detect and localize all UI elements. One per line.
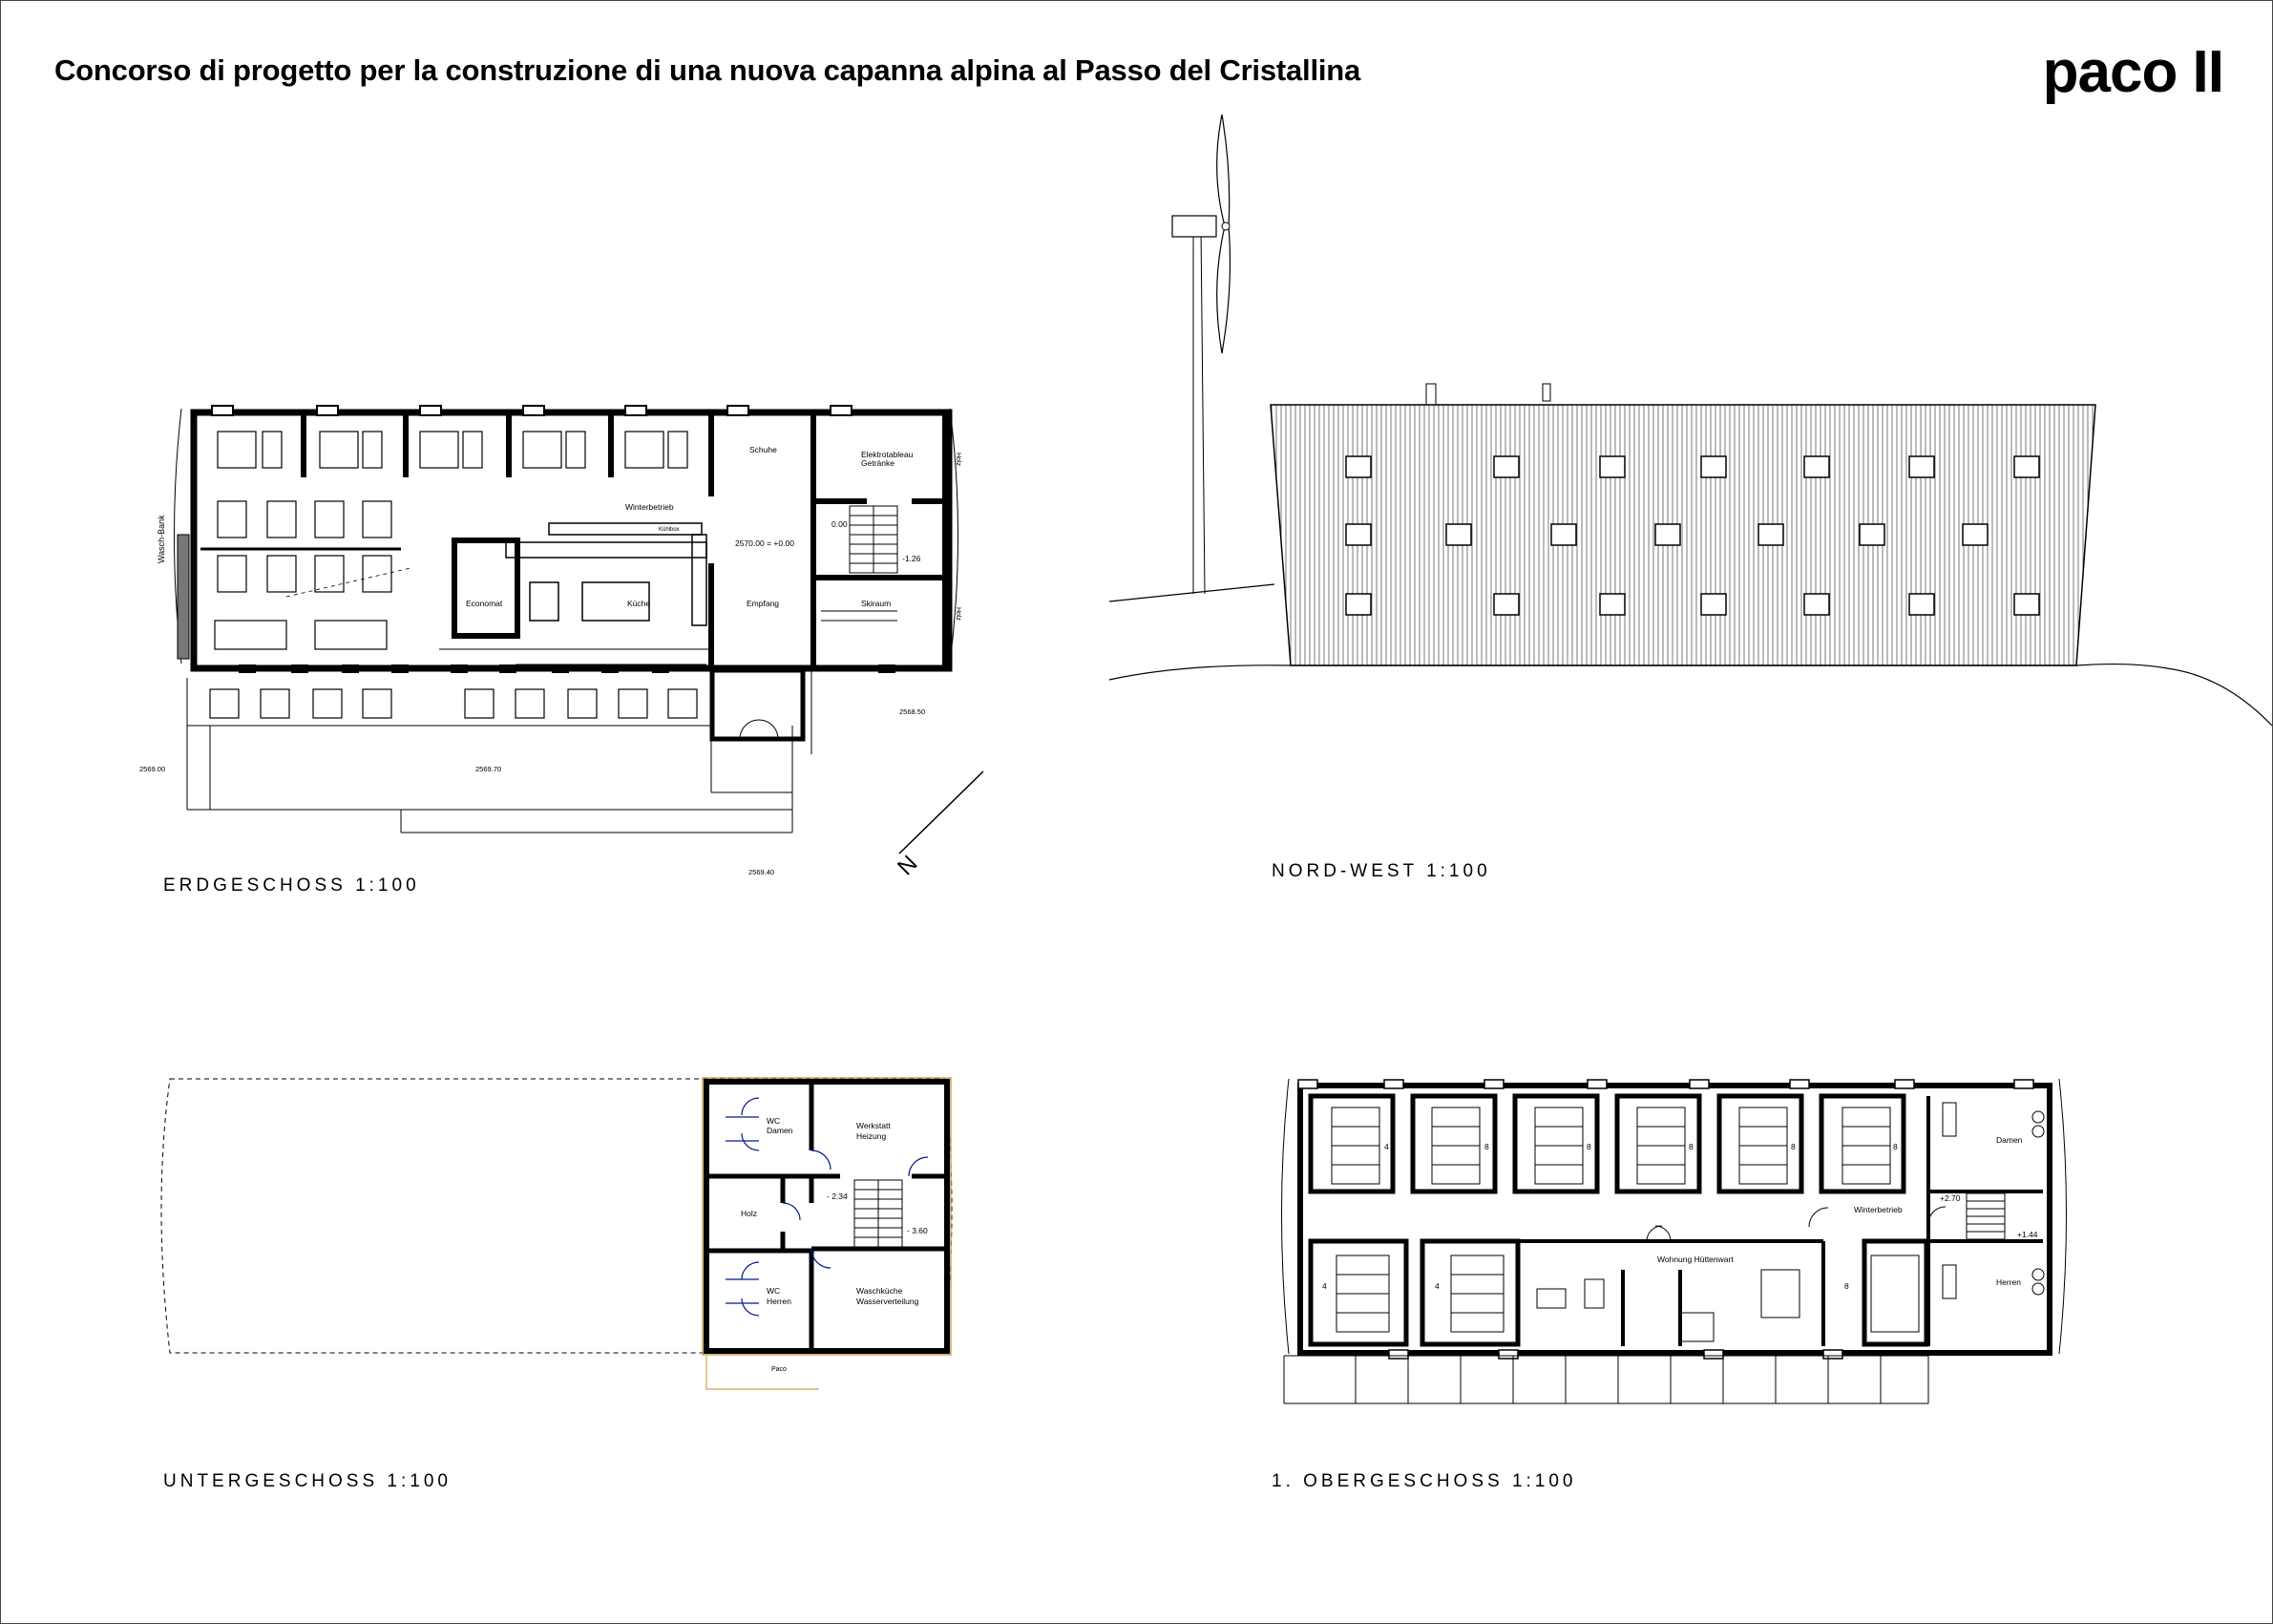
project-name: paco II [2042,39,2223,105]
upper-label-damen: Damen [1996,1135,2023,1145]
basement-label-wasch-1: Waschküche [856,1286,903,1296]
upper-beds-top-4: 8 [1689,1142,1694,1151]
basement-label-wc-damen-2: Damen [767,1126,793,1135]
ground-label-schuhe: Schuhe [749,445,777,454]
basement-stair [854,1180,902,1247]
basement-plan [161,1078,952,1389]
upper-beds-top-2: 8 [1484,1142,1489,1151]
ground-level-stair-low: -1.26 [902,554,921,563]
ground-label-winterbetrieb: Winterbetrieb [625,502,674,512]
basement-label-wasch-2: Wasserverteilung [856,1297,919,1306]
ground-dining-tables [215,432,687,649]
ground-label-empfang: Empfang [747,599,780,608]
ground-terrace-tables [210,689,697,718]
upper-beds-top-3: 8 [1587,1142,1591,1151]
basement-label-wc-herren-2: Herren [767,1297,791,1306]
caption-upper-floor: 1. OBERGESCHOSS 1:100 [1272,1471,1577,1491]
ground-label-waschbank: Wasch-Bank [157,515,166,563]
ground-level-terrace-w: 2569.00 [139,765,166,773]
ground-label-elektro-1: Elektrotableau [861,450,914,459]
ground-label-elektro-2: Getränke [861,458,894,468]
basement-label-wc-herren-1: WC [767,1286,781,1296]
upper-beds-top-1: 4 [1384,1142,1389,1151]
upper-beds-bottom-3: 8 [1844,1281,1849,1291]
basement-label-werkstatt-1: Werkstatt [856,1121,891,1130]
upper-floor-plan [1282,1079,2067,1403]
basement-label-holz: Holz [741,1209,758,1218]
upper-level-b: +1.44 [2017,1230,2038,1239]
ground-label-holz-a: Holz [955,453,961,467]
ground-level-terrace-mid: 2569.70 [475,765,502,773]
caption-north-west-elevation: NORD-WEST 1:100 [1272,861,1491,881]
basement-label-wc-damen-1: WC [767,1116,781,1126]
ground-label-holz-b: Holz [955,607,961,622]
caption-basement: UNTERGESCHOSS 1:100 [163,1471,452,1491]
basement-label-paco: Paco [771,1366,787,1373]
upper-bedrooms-bottom [1311,1241,1926,1344]
ground-label-kuehlbox: Kühlbox [659,527,680,533]
upper-beds-top-5: 8 [1791,1142,1796,1151]
north-west-elevation [1109,115,2272,726]
ground-level-terrace-e: 2568.50 [899,707,926,716]
ground-label-economat: Economat [466,599,503,608]
caption-ground-floor: ERDGESCHOSS 1:100 [163,875,420,896]
ground-level-entry: 2570.00 = +0.00 [735,538,794,548]
upper-label-herren: Herren [1996,1277,2021,1287]
sheet-title: Concorso di progetto per la construzione di una nuova capanna alpina al Passo del Cristallina [54,53,1361,87]
north-arrow-label: N [893,850,923,881]
upper-label-wohnung: Wohnung Hüttenwart [1657,1255,1734,1264]
upper-beds-top-6: 8 [1893,1142,1898,1151]
ground-floor-plan [139,406,983,880]
ground-label-kueche: Küche [627,599,651,608]
ground-label-skiraum: Skiraum [861,599,892,608]
upper-level-a: +2.70 [1940,1193,1961,1203]
upper-beds-bottom-2: 4 [1435,1281,1440,1291]
upper-label-winterbetrieb: Winterbetrieb [1854,1205,1903,1214]
upper-beds-bottom-1: 4 [1322,1281,1327,1291]
ground-level-stair-top: 0.00 [831,519,848,529]
ground-level-terrace-s: 2569.40 [748,868,775,876]
basement-label-werkstatt-2: Heizung [856,1131,887,1141]
upper-bedrooms-top [1311,1096,1904,1192]
wind-turbine [1172,115,1230,594]
basement-level-a: - 2.34 [827,1192,848,1201]
basement-level-b: - 3.60 [907,1226,928,1235]
